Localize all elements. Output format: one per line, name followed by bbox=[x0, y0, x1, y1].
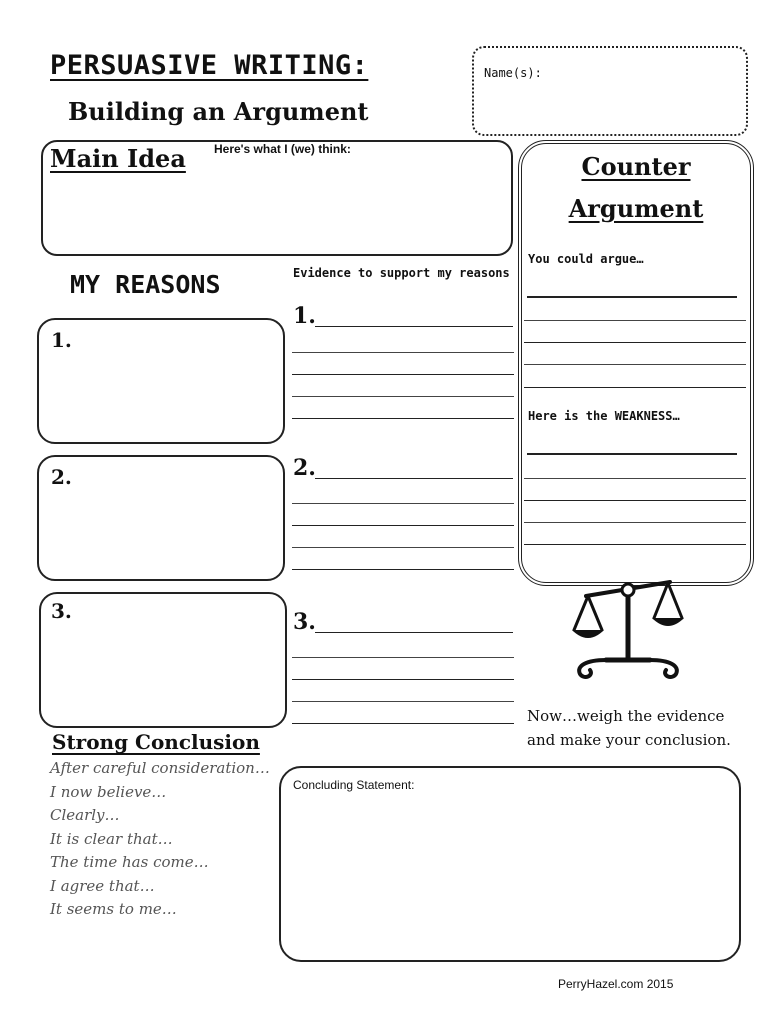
weigh-line-2: and make your conclusion. bbox=[527, 731, 731, 749]
sentence-starter: It seems to me… bbox=[50, 900, 177, 918]
conclusion-heading: Strong Conclusion bbox=[52, 730, 260, 754]
weigh-instructions bbox=[527, 704, 747, 752]
weakness-blank[interactable] bbox=[527, 453, 737, 455]
reason-box-1[interactable] bbox=[37, 318, 285, 444]
evidence-line[interactable] bbox=[292, 374, 514, 375]
evidence-line[interactable] bbox=[292, 723, 514, 724]
footer-credit: PerryHazel.com 2015 bbox=[558, 977, 674, 991]
evidence-line[interactable] bbox=[292, 701, 514, 702]
counter-argument-heading bbox=[522, 146, 750, 230]
sentence-starters-list bbox=[50, 757, 270, 922]
evidence-heading: Evidence to support my reasons bbox=[293, 266, 510, 280]
reason-number-1: 1. bbox=[51, 328, 72, 352]
reasons-heading: MY REASONS bbox=[70, 270, 221, 299]
evidence-blank-3[interactable] bbox=[315, 632, 513, 633]
weakness-label: Here is the WEAKNESS… bbox=[528, 409, 680, 423]
evidence-blank-1[interactable] bbox=[315, 326, 513, 327]
concluding-statement-label: Concluding Statement: bbox=[293, 778, 415, 792]
evidence-line[interactable] bbox=[292, 679, 514, 680]
weakness-line[interactable] bbox=[524, 522, 746, 523]
sentence-starter: Clearly… bbox=[50, 806, 120, 824]
evidence-line[interactable] bbox=[292, 569, 514, 570]
evidence-blank-2[interactable] bbox=[315, 478, 513, 479]
evidence-number-3: 3. bbox=[293, 609, 316, 635]
sentence-starter: The time has come… bbox=[50, 853, 209, 871]
argue-label: You could argue… bbox=[528, 252, 644, 266]
sentence-starter: I now believe… bbox=[50, 782, 167, 801]
counter-heading-line2: Argument bbox=[568, 194, 704, 223]
reason-box-3[interactable] bbox=[39, 592, 287, 728]
concluding-statement-box[interactable] bbox=[279, 766, 741, 962]
main-idea-heading: Main Idea bbox=[50, 144, 186, 173]
weakness-line[interactable] bbox=[524, 544, 746, 545]
weakness-line[interactable] bbox=[524, 478, 746, 479]
evidence-line[interactable] bbox=[292, 547, 514, 548]
argue-line[interactable] bbox=[524, 320, 746, 321]
name-field-box[interactable] bbox=[472, 46, 748, 136]
evidence-number-2: 2. bbox=[293, 455, 316, 481]
argue-line[interactable] bbox=[524, 342, 746, 343]
weakness-line[interactable] bbox=[524, 500, 746, 501]
reason-box-2[interactable] bbox=[37, 455, 285, 581]
argue-blank[interactable] bbox=[527, 296, 737, 298]
sentence-starter: I agree that… bbox=[50, 876, 155, 895]
sentence-starter: It is clear that… bbox=[50, 829, 173, 848]
evidence-number-1: 1. bbox=[293, 303, 316, 329]
evidence-line[interactable] bbox=[292, 657, 514, 658]
evidence-line[interactable] bbox=[292, 525, 514, 526]
evidence-line[interactable] bbox=[292, 352, 514, 353]
balance-scale-icon bbox=[566, 576, 696, 684]
counter-heading-line1: Counter bbox=[581, 152, 691, 181]
evidence-line[interactable] bbox=[292, 503, 514, 504]
page-title: PERSUASIVE WRITING: bbox=[50, 50, 369, 81]
argue-line[interactable] bbox=[524, 364, 746, 365]
reason-number-2: 2. bbox=[51, 465, 72, 489]
reason-number-3: 3. bbox=[51, 599, 72, 623]
weigh-line-1: Now…weigh the evidence bbox=[527, 707, 725, 725]
main-idea-prompt: Here's what I (we) think: bbox=[214, 142, 351, 156]
argue-line[interactable] bbox=[524, 387, 746, 388]
sentence-starter: After careful consideration… bbox=[50, 759, 270, 777]
evidence-line[interactable] bbox=[292, 396, 514, 397]
page-subtitle: Building an Argument bbox=[68, 97, 369, 126]
name-field-label: Name(s): bbox=[484, 66, 542, 80]
evidence-line[interactable] bbox=[292, 418, 514, 419]
